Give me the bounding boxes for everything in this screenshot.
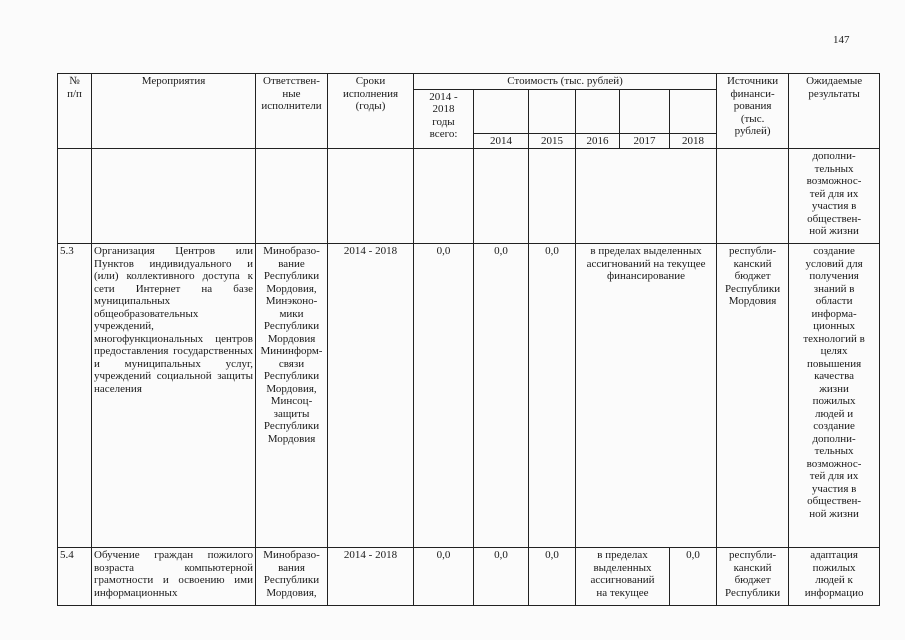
header-period-total-text: 2014 - 2018 годы всего: (429, 90, 458, 140)
row-sources-text: республи- канский бюджет Республики (724, 549, 781, 599)
header-year-2018: 2018 (670, 133, 717, 149)
row-2015: 0,0 (529, 244, 576, 548)
header-results: Ожидаемые результаты (789, 74, 880, 149)
page-number: 147 (833, 34, 850, 46)
header-sources-text: Источники финанси- рования (тыс. рублей) (726, 75, 779, 137)
row-executors (256, 548, 328, 606)
cell-empty (717, 149, 789, 244)
row-funding-note-text: в пределах выделенных ассигнований на текущее (590, 549, 655, 599)
continuation-results (789, 149, 880, 244)
row-executors-text: Минобразо- вания Республики Мордовия, (263, 549, 320, 599)
row-2014: 0,0 (474, 244, 529, 548)
row-results-text: создание условий для получения знаний в области информа- ционных технологий в целях повышения качества жизни пожилых людей и создание дополни- тельных возможнос- тей для их участия в обществен- ной жизни (803, 245, 865, 520)
cell-empty (474, 149, 529, 244)
header-cost: Стоимость (тыс. рублей) (414, 74, 717, 90)
header-empty-2016 (576, 89, 620, 133)
cell-empty (328, 149, 414, 244)
header-period-total (414, 89, 474, 149)
row-total: 0,0 (414, 244, 474, 548)
cell-empty (92, 149, 256, 244)
row-executors-text: Минобразо- вание Республики Мордовия, Минэконо- мики Республики Мордовия Мининформ- связи Республики Мордовия, Минсоц- защиты Республики Мордовия (260, 245, 323, 445)
header-num (58, 74, 92, 149)
cell-empty (414, 149, 474, 244)
row-terms: 2014 - 2018 (328, 244, 414, 548)
row-funding-note (576, 548, 670, 606)
row-results (789, 244, 880, 548)
header-num-text: № п/п (67, 75, 82, 100)
continuation-results-text: дополни- тельных возможнос- тей для их участия в обществен- ной жизни (806, 150, 862, 237)
cell-empty (529, 149, 576, 244)
row-terms: 2014 - 2018 (328, 548, 414, 606)
header-measures: Мероприятия (92, 74, 256, 149)
header-terms (328, 74, 414, 149)
row-sources (717, 548, 789, 606)
row-num: 5.3 (58, 244, 92, 548)
row-measure: Организация Центров или Пунктов индивидуального и (или) коллективного доступа к сети Интернет на базе муниципальных общеобразовательных учреждений, многофункциональных центров предоставления государственных и муниципальных услуг, учреждений социальной защиты населения (92, 244, 256, 548)
measures-table (57, 73, 880, 606)
row-total: 0,0 (414, 548, 474, 606)
header-empty-2015 (529, 89, 576, 133)
header-year-2015: 2015 (529, 133, 576, 149)
header-year-2014: 2014 (474, 133, 529, 149)
header-executors-text: Ответствен- ные исполнители (261, 75, 322, 112)
cell-empty (58, 149, 92, 244)
row-funding-note: в пределах выделенных ассигнований на текущее финансирование (576, 244, 717, 548)
cell-empty (256, 149, 328, 244)
table-row-continuation (58, 149, 880, 244)
table-row (58, 244, 880, 548)
header-year-2017: 2017 (620, 133, 670, 149)
header-terms-text: Сроки исполнения (годы) (342, 75, 399, 112)
row-results (789, 548, 880, 606)
header-empty-2017 (620, 89, 670, 133)
row-executors (256, 244, 328, 548)
header-year-2016: 2016 (576, 133, 620, 149)
row-measure: Обучение граждан пожилого возраста компьютерной грамотности и освоению ими информационных (92, 548, 256, 606)
header-empty-2018 (670, 89, 717, 133)
header-sources (717, 74, 789, 149)
row-sources-text: республи- канский бюджет Республики Мордовия (724, 245, 781, 307)
row-2018: 0,0 (670, 548, 717, 606)
header-empty-2014 (474, 89, 529, 133)
row-sources (717, 244, 789, 548)
header-executors (256, 74, 328, 149)
row-results-text: адаптация пожилых людей к информацио (804, 549, 864, 599)
row-2014: 0,0 (474, 548, 529, 606)
row-2015: 0,0 (529, 548, 576, 606)
table-row (58, 548, 880, 606)
row-num: 5.4 (58, 548, 92, 606)
cell-empty (576, 149, 717, 244)
